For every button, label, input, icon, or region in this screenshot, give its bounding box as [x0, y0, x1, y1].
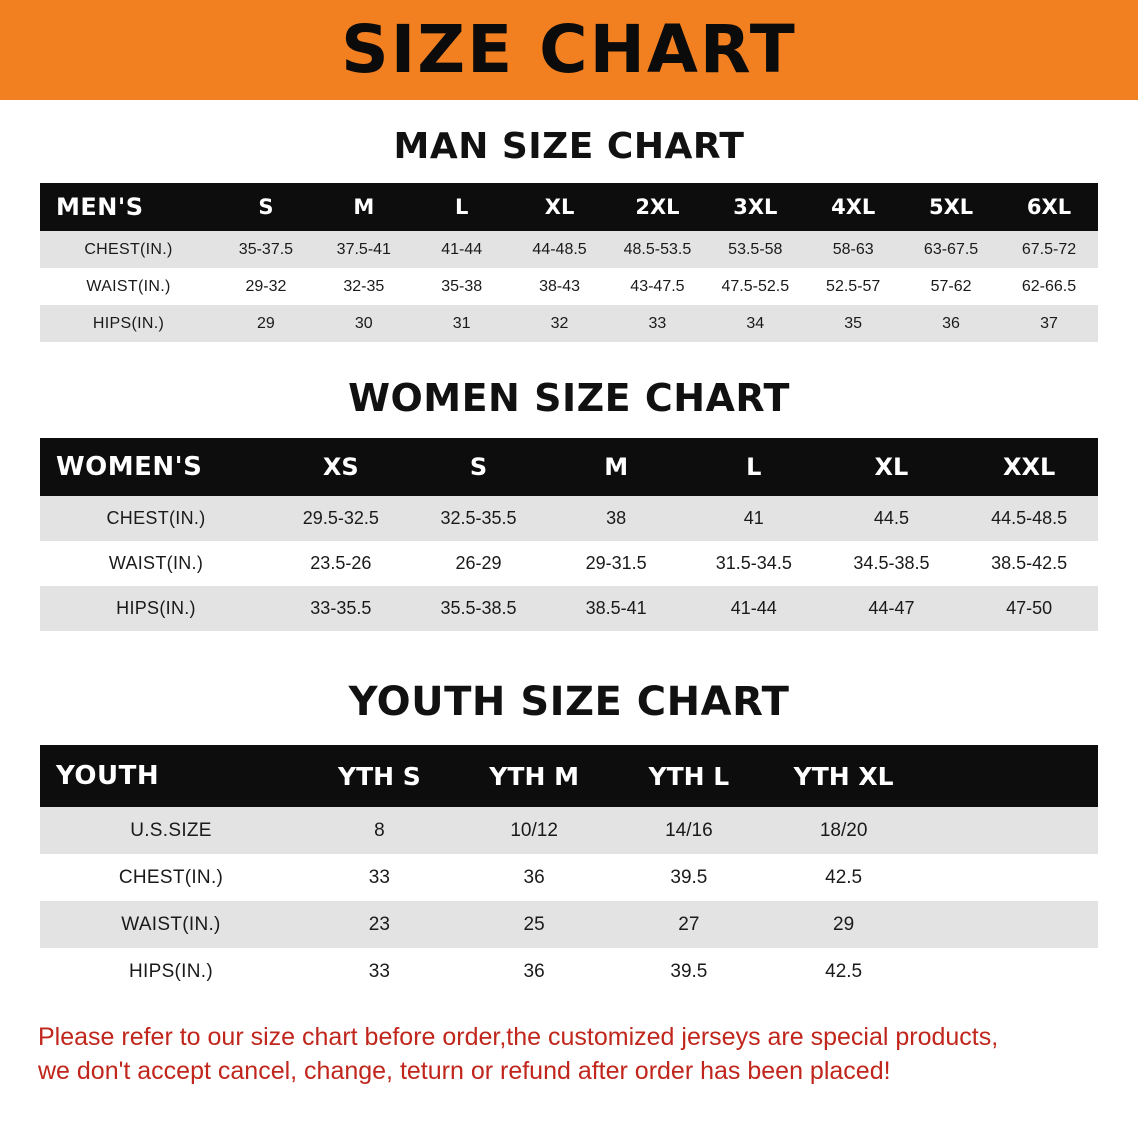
man-cell: 41-44 — [413, 231, 511, 268]
man-cell: 62-66.5 — [1000, 268, 1098, 305]
women-cell: 38.5-41 — [547, 586, 685, 631]
man-size-header: 5XL — [902, 183, 1000, 231]
youth-cell: 10/12 — [457, 807, 612, 854]
man-cell: 52.5-57 — [804, 268, 902, 305]
return-policy-note — [38, 1021, 1100, 1089]
man-cell: 58-63 — [804, 231, 902, 268]
youth-cell: 27 — [612, 901, 767, 948]
women-cell: 26-29 — [410, 541, 548, 586]
youth-size-table — [40, 745, 1098, 995]
table-row — [40, 948, 1098, 995]
women-cell: 29-31.5 — [547, 541, 685, 586]
youth-cell: 42.5 — [766, 854, 921, 901]
size-chart-banner — [0, 0, 1138, 100]
note-line-2: we don't accept cancel, change, teturn or refund after order has been placed! — [38, 1056, 891, 1085]
man-cell: 34 — [706, 305, 804, 342]
man-cell: 32-35 — [315, 268, 413, 305]
youth-cell: 33 — [302, 854, 457, 901]
man-cell: 37 — [1000, 305, 1098, 342]
youth-cell: 36 — [457, 948, 612, 995]
table-row — [40, 901, 1098, 948]
man-cell: 47.5-52.5 — [706, 268, 804, 305]
women-cell: 32.5-35.5 — [410, 496, 548, 541]
man-table-head — [40, 183, 1098, 231]
women-cell: 44.5-48.5 — [960, 496, 1098, 541]
man-cell: 31 — [413, 305, 511, 342]
table-row — [40, 586, 1098, 631]
women-header-row — [40, 438, 1098, 496]
women-table-body — [40, 496, 1098, 631]
man-cell: 32 — [511, 305, 609, 342]
women-row-label: CHEST(IN.) — [40, 496, 272, 541]
note-line-1: Please refer to our size chart before order,the customized jerseys are special products, — [38, 1023, 999, 1051]
man-section-heading: MAN SIZE CHART — [393, 126, 745, 167]
man-cell: 67.5-72 — [1000, 231, 1098, 268]
youth-spacer-cell — [921, 854, 1098, 901]
youth-row-label: CHEST(IN.) — [40, 854, 302, 901]
table-row — [40, 231, 1098, 268]
youth-size-header: YTH M — [457, 745, 612, 807]
youth-size-header: YTH L — [612, 745, 767, 807]
youth-cell: 18/20 — [766, 807, 921, 854]
women-size-header: XL — [823, 438, 961, 496]
man-size-header: L — [413, 183, 511, 231]
youth-table-body — [40, 807, 1098, 995]
youth-spacer-header — [921, 745, 1098, 807]
youth-table-head — [40, 745, 1098, 807]
man-cell: 53.5-58 — [706, 231, 804, 268]
man-cell: 38-43 — [511, 268, 609, 305]
man-cell: 36 — [902, 305, 1000, 342]
youth-cell: 39.5 — [612, 948, 767, 995]
women-cell: 34.5-38.5 — [823, 541, 961, 586]
table-row — [40, 496, 1098, 541]
man-cell: 33 — [609, 305, 707, 342]
table-row — [40, 854, 1098, 901]
women-cell: 29.5-32.5 — [272, 496, 410, 541]
man-table-body — [40, 231, 1098, 342]
man-cell: 44-48.5 — [511, 231, 609, 268]
youth-chart-wrapper — [0, 745, 1138, 995]
page-title: SIZE CHART — [341, 11, 797, 88]
youth-spacer-cell — [921, 948, 1098, 995]
youth-section-heading: YOUTH SIZE CHART — [348, 679, 790, 725]
table-row — [40, 268, 1098, 305]
women-row-label: WAIST(IN.) — [40, 541, 272, 586]
man-cell: 35-38 — [413, 268, 511, 305]
man-size-header: XL — [511, 183, 609, 231]
man-cell: 29-32 — [217, 268, 315, 305]
youth-cell: 14/16 — [612, 807, 767, 854]
man-header-row — [40, 183, 1098, 231]
man-corner-label: MEN'S — [40, 183, 217, 231]
women-corner-label: WOMEN'S — [40, 438, 272, 496]
man-row-label: HIPS(IN.) — [40, 305, 217, 342]
women-size-header: L — [685, 438, 823, 496]
youth-corner-label: YOUTH — [40, 745, 302, 807]
man-cell: 63-67.5 — [902, 231, 1000, 268]
youth-cell: 29 — [766, 901, 921, 948]
women-cell: 38 — [547, 496, 685, 541]
women-cell: 44-47 — [823, 586, 961, 631]
youth-cell: 23 — [302, 901, 457, 948]
women-cell: 33-35.5 — [272, 586, 410, 631]
man-cell: 30 — [315, 305, 413, 342]
youth-header-row — [40, 745, 1098, 807]
youth-spacer-cell — [921, 901, 1098, 948]
women-size-table — [40, 438, 1098, 631]
youth-size-header: YTH XL — [766, 745, 921, 807]
women-size-header: XS — [272, 438, 410, 496]
man-size-header: 3XL — [706, 183, 804, 231]
women-cell: 47-50 — [960, 586, 1098, 631]
man-cell: 29 — [217, 305, 315, 342]
man-size-header: S — [217, 183, 315, 231]
youth-row-label: U.S.SIZE — [40, 807, 302, 854]
man-cell: 57-62 — [902, 268, 1000, 305]
youth-cell: 25 — [457, 901, 612, 948]
women-cell: 23.5-26 — [272, 541, 410, 586]
women-size-header: XXL — [960, 438, 1098, 496]
man-size-header: 6XL — [1000, 183, 1098, 231]
women-size-header: S — [410, 438, 548, 496]
youth-spacer-cell — [921, 807, 1098, 854]
youth-cell: 39.5 — [612, 854, 767, 901]
man-cell: 35 — [804, 305, 902, 342]
women-cell: 41 — [685, 496, 823, 541]
table-row — [40, 807, 1098, 854]
man-row-label: CHEST(IN.) — [40, 231, 217, 268]
man-cell: 43-47.5 — [609, 268, 707, 305]
women-row-label: HIPS(IN.) — [40, 586, 272, 631]
youth-size-header: YTH S — [302, 745, 457, 807]
youth-cell: 42.5 — [766, 948, 921, 995]
youth-cell: 8 — [302, 807, 457, 854]
table-row — [40, 305, 1098, 342]
man-size-header: 2XL — [609, 183, 707, 231]
women-section-heading: WOMEN SIZE CHART — [348, 376, 790, 420]
man-size-header: 4XL — [804, 183, 902, 231]
youth-row-label: HIPS(IN.) — [40, 948, 302, 995]
man-row-label: WAIST(IN.) — [40, 268, 217, 305]
man-size-header: M — [315, 183, 413, 231]
youth-cell: 36 — [457, 854, 612, 901]
women-cell: 31.5-34.5 — [685, 541, 823, 586]
women-cell: 38.5-42.5 — [960, 541, 1098, 586]
women-size-header: M — [547, 438, 685, 496]
man-cell: 35-37.5 — [217, 231, 315, 268]
table-row — [40, 541, 1098, 586]
man-size-table — [40, 183, 1098, 342]
women-chart-wrapper — [0, 438, 1138, 631]
youth-cell: 33 — [302, 948, 457, 995]
man-chart-wrapper — [0, 183, 1138, 342]
women-table-head — [40, 438, 1098, 496]
women-cell: 44.5 — [823, 496, 961, 541]
man-cell: 37.5-41 — [315, 231, 413, 268]
women-cell: 41-44 — [685, 586, 823, 631]
youth-row-label: WAIST(IN.) — [40, 901, 302, 948]
man-cell: 48.5-53.5 — [609, 231, 707, 268]
women-cell: 35.5-38.5 — [410, 586, 548, 631]
